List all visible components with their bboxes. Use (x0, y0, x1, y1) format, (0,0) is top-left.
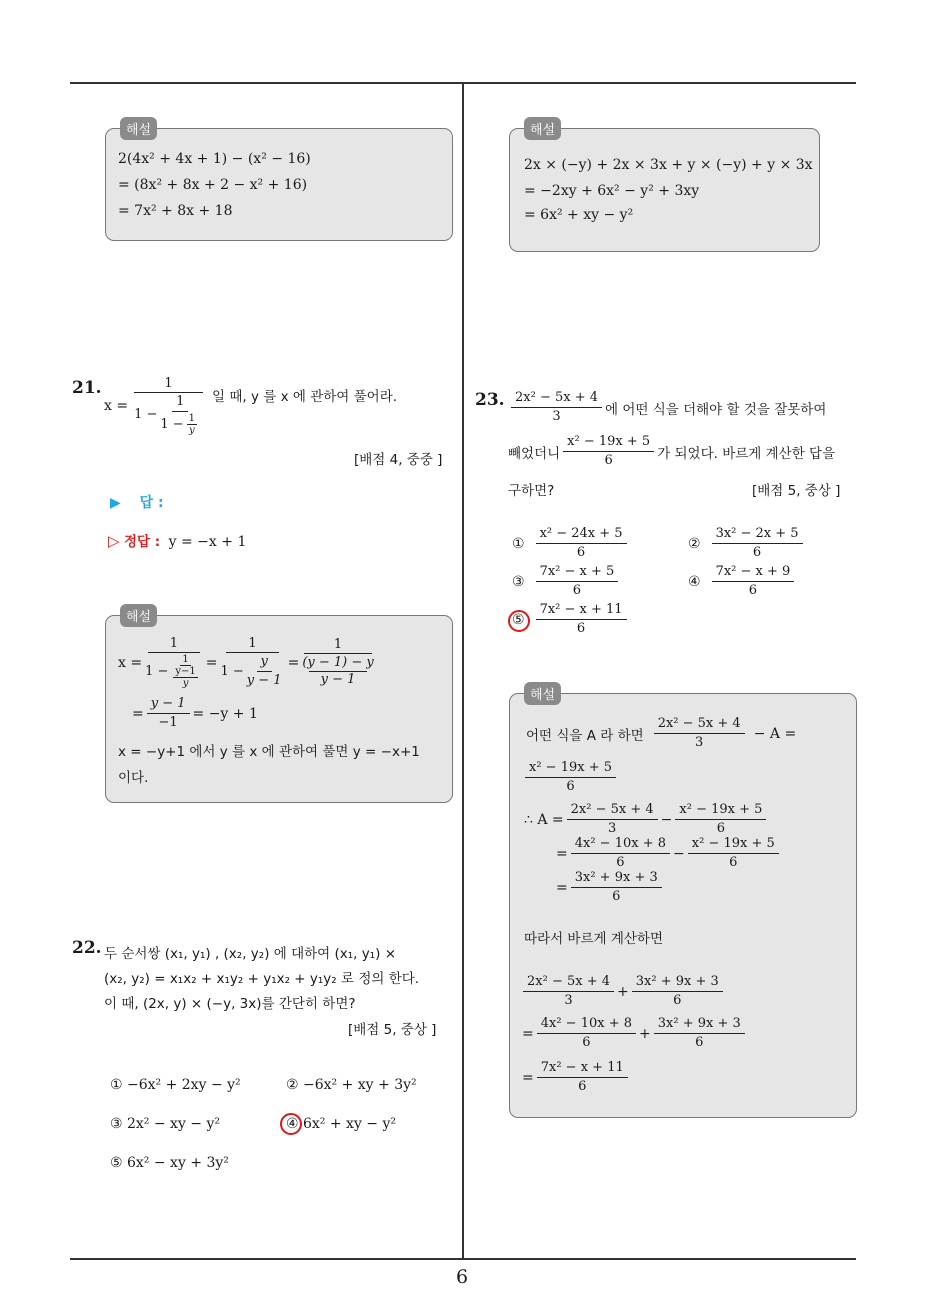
q23-option-5[interactable]: ⑤ $\frac{\text{7x² − x + 11}}{6}$ (512, 602, 630, 637)
box4-line3: ∴ A = $\frac{\text{2x² − 5x + 4}}{3}$ − $\frac{\text{x² − 19x + 5}}{6}$ (524, 802, 769, 837)
question-22-line3: 이 때, (2x, y) × (−y, 3x)를 간단히 하면? (104, 996, 356, 1012)
correct-answer-line (108, 530, 246, 550)
q23-option-3[interactable]: ③ $\frac{\text{7x² − x + 5}}{6}$ (512, 564, 621, 599)
q23-option-1[interactable]: ① $\frac{\text{x² − 24x + 5}}{6}$ (512, 526, 630, 561)
q21-sol-line3: x = −y+1 에서 y 를 x 에 관하여 풀면 y = −x+1 (118, 744, 420, 760)
correct-label: 정답 : (124, 534, 161, 550)
question-23-number: 23. (475, 390, 505, 410)
solution-tag: 해설 (120, 604, 157, 627)
box4-line4: = $\frac{\text{4x² − 10x + 8}}{6}$ − $\frac{\text{x² − 19x + 5}}{6}$ (556, 836, 782, 871)
q21-sol-line2: = $\frac{y - 1}{-1}$ = −y + 1 (132, 696, 258, 730)
box4-line5: = $\frac{\text{3x² + 9x + 3}}{6}$ (556, 870, 665, 905)
question-22-score: [배점 5, 중상 ] (348, 1022, 437, 1038)
solution-box-2 (509, 123, 820, 252)
box4-line8: = $\frac{\text{7x² − x + 11}}{6}$ (522, 1060, 631, 1095)
q21-sol-line4: 이다. (118, 770, 149, 786)
box4-line2: $\frac{\text{x² − 19x + 5}}{6}$ (522, 760, 619, 795)
box4-line7: = $\frac{\text{4x² − 10x + 8}}{6}$ + $\frac{\text{3x² + 9x + 3}}{6}$ (522, 1016, 748, 1051)
box1-line3: = 7x² + 8x + 18 (118, 203, 233, 219)
solution-box-1 (105, 123, 453, 241)
q22-option-4[interactable]: ④ 6x² + xy − y² (286, 1116, 397, 1132)
column-divider (462, 82, 464, 1259)
solution-tag: 해설 (524, 117, 561, 140)
box1-line2: = (8x² + 8x + 2 − x² + 16) (118, 177, 308, 193)
box4-text-mid: 따라서 바르게 계산하면 (524, 931, 663, 947)
answer-label: 답 : (139, 495, 164, 511)
triangle-filled-icon: ▶ (110, 495, 121, 511)
box1-line1: 2(4x² + 4x + 1) − (x² − 16) (118, 151, 311, 167)
q23-option-4[interactable]: ④ $\frac{\text{7x² − x + 9}}{6}$ (688, 564, 797, 599)
question-21-score: [배점 4, 중중 ] (354, 452, 443, 468)
q21-main-fraction: 1 1 − 1 1 − $\frac{1}{y}$ (134, 376, 203, 436)
q22-option-5[interactable]: ⑤ 6x² − xy + 3y² (110, 1155, 229, 1171)
q23-option-2[interactable]: ② $\frac{\text{3x² − 2x + 5}}{6}$ (688, 526, 806, 561)
q21-sol-line1: x = 1 1 − 1 y−1 y = 1 1 − $\frac{y}{y - 1}$ = 1 (y − 1) − y y − 1 (118, 636, 374, 689)
box2-line3: = 6x² + xy − y² (524, 207, 634, 223)
correct-value: y = −x + 1 (168, 534, 247, 550)
box4-line6: $\frac{\text{2x² − 5x + 4}}{3}$ + $\frac{\text{3x² + 9x + 3}}{6}$ (520, 974, 726, 1009)
question-22-line2: (x₂, y₂) = x₁x₂ + x₁y₂ + y₁x₂ + y₁y₂ 로 정의 한다. (104, 971, 420, 987)
question-23-line1: $\frac{\text{2x² − 5x + 4}}{3}$ 에 어떤 식을 더해야 할 것을 잘못하여 (508, 390, 826, 425)
question-22-number: 22. (72, 938, 102, 958)
answer-mark-circle (508, 610, 530, 632)
question-23-line3: 구하면? (508, 483, 555, 499)
box2-line2: = −2xy + 6x² − y² + 3xy (524, 183, 700, 199)
q22-option-3[interactable]: ③ 2x² − xy − y² (110, 1116, 221, 1132)
solution-tag: 해설 (120, 117, 157, 140)
solution-box-4 (509, 688, 857, 1118)
question-23-score: [배점 5, 중상 ] (752, 483, 841, 499)
solution-box-3 (105, 610, 453, 803)
page-number: 6 (456, 1266, 469, 1288)
question-21-equation: x = 1 1 − 1 1 − $\frac{1}{y}$ 일 때, y 를 x 에 관하여 풀어라. (104, 376, 398, 436)
triangle-outline-icon: ▷ (108, 532, 120, 550)
question-23-line2: 빼었더니 $\frac{\text{x² − 19x + 5}}{6}$ 가 되었다. 바르게 계산한 답을 (508, 434, 836, 468)
q22-option-2[interactable]: ② −6x² + xy + 3y² (286, 1077, 417, 1093)
box4-line1: 어떤 식을 A 라 하면 $\frac{\text{2x² − 5x + 4}}{3}$ − A = (526, 716, 797, 750)
answer-line (110, 492, 164, 512)
bottom-rule (70, 1258, 856, 1260)
answer-mark-circle (280, 1113, 302, 1135)
question-21-number: 21. (72, 378, 102, 398)
question-22-line1: 두 순서쌍 (x₁, y₁) , (x₂, y₂) 에 대하여 (x₁, y₁) × (104, 946, 397, 962)
solution-tag: 해설 (524, 682, 561, 705)
question-21-text: 일 때, y 를 x 에 관하여 풀어라. (212, 389, 398, 405)
q22-option-1[interactable]: ① −6x² + 2xy − y² (110, 1077, 241, 1093)
box2-line1: 2x × (−y) + 2x × 3x + y × (−y) + y × 3x (524, 157, 813, 173)
